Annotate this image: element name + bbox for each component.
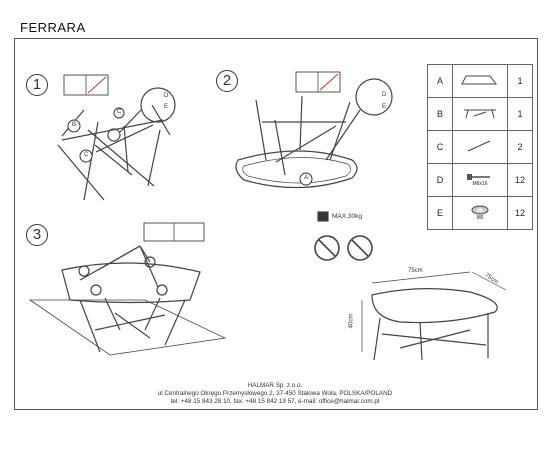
part-qty: 1 bbox=[508, 98, 533, 131]
step1-detail-circle bbox=[141, 88, 175, 122]
company-contact: tel: +48 15 843 28 10, fax: +48 15 842 19 57, e-mail: office@halmar.com.pl bbox=[170, 398, 380, 405]
step2-detail-d: D bbox=[382, 92, 387, 98]
part-qty: 1 bbox=[508, 65, 533, 98]
part-row-b bbox=[428, 98, 533, 131]
bolt-icon bbox=[453, 164, 508, 197]
product-title: FERRARA bbox=[20, 20, 86, 35]
part-id: C bbox=[428, 131, 453, 164]
callout-c-upper: C bbox=[117, 109, 122, 115]
part-row-c bbox=[428, 131, 533, 164]
dimension-height: 40cm bbox=[348, 313, 355, 329]
part-qty: 12 bbox=[508, 164, 533, 197]
step-3-number: 3 bbox=[26, 224, 48, 246]
step3-table-drawing bbox=[30, 246, 225, 355]
part-id: B bbox=[428, 98, 453, 131]
tabletop-icon bbox=[453, 65, 508, 98]
part-qty: 12 bbox=[508, 197, 533, 230]
company-address: ul Centralnego Okręgu Przemysłowego 2, 37-450 Stalowa Wola, POLSKA/POLAND bbox=[157, 390, 393, 397]
company-name: HALMAR Sp. z.o.o. bbox=[247, 382, 303, 389]
dimension-width: 75cm bbox=[408, 268, 423, 274]
callout-b: B bbox=[72, 122, 77, 128]
step1-leg-frame-drawing bbox=[58, 105, 170, 200]
part-row-e bbox=[428, 197, 533, 230]
step1-detail-d: D bbox=[164, 93, 169, 99]
part-row-d bbox=[428, 164, 533, 197]
dimension-table-drawing bbox=[362, 272, 506, 360]
step1-detail-e: E bbox=[164, 104, 169, 110]
callout-c-lower: C bbox=[84, 152, 89, 158]
washer-size-label: M6 bbox=[476, 215, 484, 221]
step-2-number: 2 bbox=[216, 70, 238, 92]
part-id: D bbox=[428, 164, 453, 197]
leg-icon bbox=[453, 131, 508, 164]
max-load-label: MAX.30kg bbox=[332, 213, 362, 220]
step2-detail-circle bbox=[356, 79, 392, 115]
weight-icon bbox=[318, 212, 328, 221]
part-id: A bbox=[428, 65, 453, 98]
dimension-depth: 75cm bbox=[483, 272, 500, 286]
parts-table bbox=[427, 64, 533, 230]
callout-a: A bbox=[304, 175, 309, 181]
part-qty: 2 bbox=[508, 131, 533, 164]
washer-icon bbox=[453, 197, 508, 230]
bolt-size-label: M6x16 bbox=[472, 181, 488, 187]
part-id: E bbox=[428, 197, 453, 230]
step2-detail-e: E bbox=[382, 104, 387, 110]
part-row-a bbox=[428, 65, 533, 98]
step-1-number: 1 bbox=[26, 74, 48, 96]
leg-frame-icon bbox=[453, 98, 508, 131]
